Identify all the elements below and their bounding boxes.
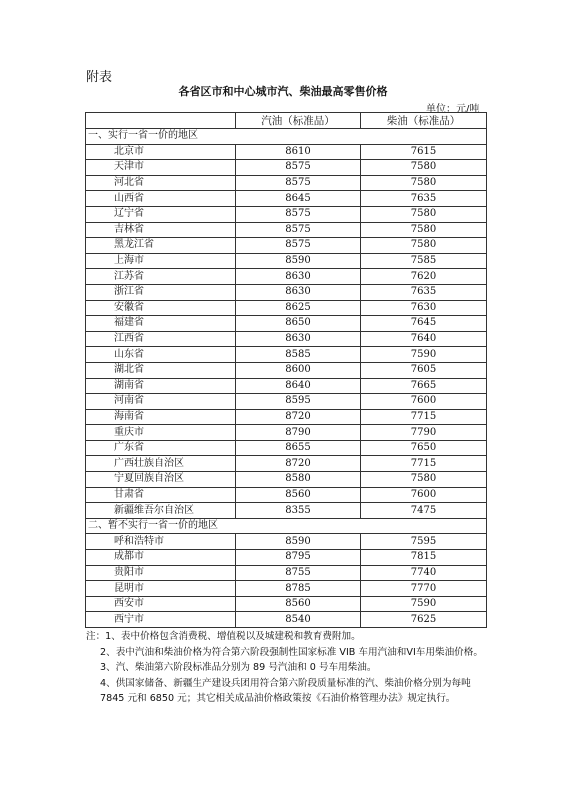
diesel-price-cell: 7580 [361,160,487,176]
gasoline-price-cell: 8585 [236,347,361,363]
section2-label: 二、暂不实行一省一价的地区 [86,518,487,534]
region-cell: 西安市 [86,596,236,612]
gasoline-price-cell: 8790 [236,425,361,441]
table-row [86,503,487,519]
region-cell: 山西省 [86,191,236,207]
table-row [86,144,487,160]
table-row [86,269,487,285]
section-row [86,129,487,145]
gasoline-price-cell: 8785 [236,581,361,597]
diesel-price-cell: 7590 [361,347,487,363]
table-row [86,550,487,566]
region-cell: 北京市 [86,144,236,160]
table-row [86,487,487,503]
region-cell: 黑龙江省 [86,238,236,254]
region-cell: 广东省 [86,440,236,456]
table-row [86,206,487,222]
diesel-price-cell: 7635 [361,191,487,207]
table-row [86,300,487,316]
diesel-price-cell: 7715 [361,409,487,425]
table-row [86,362,487,378]
region-cell: 西宁市 [86,612,236,628]
table-row [86,394,487,410]
diesel-price-cell: 7580 [361,472,487,488]
gasoline-price-cell: 8575 [236,160,361,176]
gasoline-price-cell: 8580 [236,472,361,488]
table-row [86,472,487,488]
region-cell: 上海市 [86,253,236,269]
region-cell: 山东省 [86,347,236,363]
gasoline-price-cell: 8600 [236,362,361,378]
diesel-price-cell: 7580 [361,175,487,191]
gasoline-price-cell: 8630 [236,331,361,347]
gasoline-price-cell: 8720 [236,456,361,472]
table-row [86,316,487,332]
region-cell: 广西壮族自治区 [86,456,236,472]
table-row [86,440,487,456]
table-row [86,378,487,394]
diesel-price-cell: 7650 [361,440,487,456]
diesel-price-cell: 7740 [361,565,487,581]
gasoline-price-cell: 8755 [236,565,361,581]
note-1: 注：1、表中价格包含消费税、增值税以及城建税和教育费附加。 [86,631,361,642]
gasoline-price-cell: 8560 [236,487,361,503]
region-cell: 昆明市 [86,581,236,597]
gasoline-price-cell: 8645 [236,191,361,207]
table-row [86,409,487,425]
gasoline-price-cell: 8640 [236,378,361,394]
note-4: 4、供国家储备、新疆生产建设兵团用符合第六阶段质量标准的汽、柴油价格分别为每吨 7845 元和 6850 元；其它相关成品油价格政策按《石油价格管理办法》规定执行。 [100,677,471,704]
page-title: 各省区市和中心城市汽、柴油最高零售价格 [178,85,388,98]
table-row [86,331,487,347]
diesel-price-cell: 7630 [361,300,487,316]
region-cell: 宁夏回族自治区 [86,472,236,488]
table-row [86,160,487,176]
diesel-price-cell: 7645 [361,316,487,332]
table-row [86,456,487,472]
gasoline-price-cell: 8720 [236,409,361,425]
region-cell: 海南省 [86,409,236,425]
note-3: 3、汽、柴油第六阶段标准品分别为 89 号汽油和 0 号车用柴油。 [100,662,377,673]
header-region [86,113,236,129]
gasoline-price-cell: 8575 [236,222,361,238]
diesel-price-cell: 7615 [361,144,487,160]
diesel-price-cell: 7640 [361,331,487,347]
notes [86,629,491,707]
region-cell: 贵阳市 [86,565,236,581]
region-cell: 河北省 [86,175,236,191]
region-cell: 福建省 [86,316,236,332]
gasoline-price-cell: 8540 [236,612,361,628]
header-diesel: 柴油（标准品） [361,113,487,129]
diesel-price-cell: 7475 [361,503,487,519]
region-cell: 江西省 [86,331,236,347]
diesel-price-cell: 7770 [361,581,487,597]
diesel-price-cell: 7815 [361,550,487,566]
appendix-label: 附表 [86,70,113,85]
table-row [86,253,487,269]
note-2: 2、表中汽油和柴油价格为符合第六阶段强制性国家标准 VIB 车用汽油和VI车用柴油价格。 [100,646,483,658]
diesel-price-cell: 7620 [361,269,487,285]
region-cell: 湖北省 [86,362,236,378]
gasoline-price-cell: 8575 [236,175,361,191]
gasoline-price-cell: 8625 [236,300,361,316]
region-cell: 成都市 [86,550,236,566]
price-table [85,112,487,628]
table-row [86,238,487,254]
diesel-price-cell: 7665 [361,378,487,394]
table-row [86,425,487,441]
table-row [86,175,487,191]
diesel-price-cell: 7595 [361,534,487,550]
table-row [86,222,487,238]
region-cell: 湖南省 [86,378,236,394]
table-row [86,347,487,363]
diesel-price-cell: 7600 [361,487,487,503]
section-row [86,518,487,534]
diesel-price-cell: 7585 [361,253,487,269]
region-cell: 辽宁省 [86,206,236,222]
table-row [86,565,487,581]
table-header-row [86,113,487,129]
diesel-price-cell: 7625 [361,612,487,628]
gasoline-price-cell: 8575 [236,238,361,254]
gasoline-price-cell: 8590 [236,253,361,269]
region-cell: 新疆维吾尔自治区 [86,503,236,519]
diesel-price-cell: 7790 [361,425,487,441]
diesel-price-cell: 7580 [361,206,487,222]
region-cell: 甘肃省 [86,487,236,503]
table-row [86,191,487,207]
gasoline-price-cell: 8655 [236,440,361,456]
diesel-price-cell: 7635 [361,284,487,300]
table-row [86,534,487,550]
diesel-price-cell: 7590 [361,596,487,612]
region-cell: 吉林省 [86,222,236,238]
diesel-price-cell: 7605 [361,362,487,378]
table-row [86,284,487,300]
gasoline-price-cell: 8575 [236,206,361,222]
diesel-price-cell: 7600 [361,394,487,410]
gasoline-price-cell: 8560 [236,596,361,612]
diesel-price-cell: 7580 [361,238,487,254]
unit-label: 单位：元/吨 [426,104,480,115]
region-cell: 重庆市 [86,425,236,441]
gasoline-price-cell: 8630 [236,269,361,285]
gasoline-price-cell: 8630 [236,284,361,300]
table-row [86,612,487,628]
region-cell: 江苏省 [86,269,236,285]
table-row [86,581,487,597]
region-cell: 天津市 [86,160,236,176]
region-cell: 浙江省 [86,284,236,300]
gasoline-price-cell: 8355 [236,503,361,519]
gasoline-price-cell: 8795 [236,550,361,566]
region-cell: 河南省 [86,394,236,410]
diesel-price-cell: 7580 [361,222,487,238]
gasoline-price-cell: 8590 [236,534,361,550]
header-gasoline: 汽油（标准品） [236,113,361,129]
region-cell: 呼和浩特市 [86,534,236,550]
diesel-price-cell: 7715 [361,456,487,472]
gasoline-price-cell: 8650 [236,316,361,332]
table-row [86,596,487,612]
gasoline-price-cell: 8595 [236,394,361,410]
section1-label: 一、实行一省一价的地区 [86,129,487,145]
gasoline-price-cell: 8610 [236,144,361,160]
region-cell: 安徽省 [86,300,236,316]
